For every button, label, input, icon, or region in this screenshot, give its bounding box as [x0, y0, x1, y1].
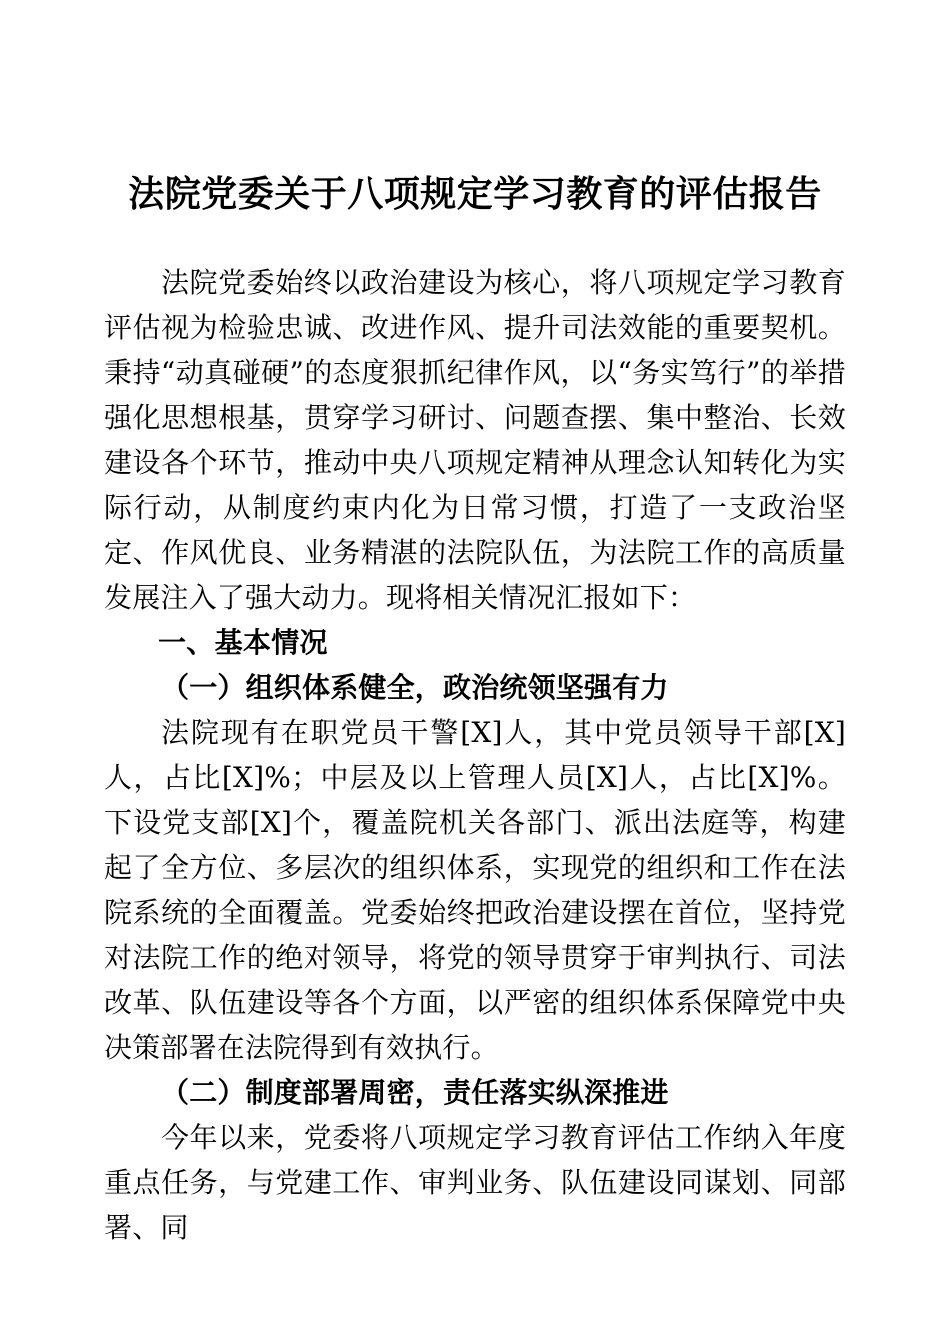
subsection-heading-one-1: （一）组织体系健全，政治统领坚强有力: [161, 671, 669, 704]
title-spacer: [0, 216, 950, 266]
document-body: [104, 260, 846, 1250]
page-title: 法院党委关于八项规定学习教育的评估报告: [128, 173, 822, 214]
subsection-one-2-body: 今年以来，党委将八项规定学习教育评估工作纳入年度重点任务，与党建工作、审判业务、队伍建设同谋划、同部署、同: [104, 1121, 846, 1244]
subsection-heading-one-2: （二）制度部署周密，责任落实纵深推进: [161, 1076, 669, 1109]
section-heading-one: 一、基本情况: [158, 627, 328, 658]
subsection-one-1-body: 法院现有在职党员干警[X]人，其中党员领导干部[X]人，占比[X]%；中层及以上管理人员[X]人，占比[X]%。下设党支部[X]个，覆盖院机关各部门、派出法庭等，构建起了全方位、多层次的组织体系，实现党的组织和工作在法院系统的全面覆盖。党委始终把政治建设摆在首位，坚持党对法院工作的绝对领导，将党的领导贯穿于审判执行、司法改革、队伍建设等各个方面，以严密的组织体系保障党中央决策部署在法院得到有效执行。: [104, 716, 846, 1064]
intro-paragraph: 法院党委始终以政治建设为核心，将八项规定学习教育评估视为检验忠诚、改进作风、提升司法效能的重要契机。秉持“动真碰硬”的态度狠抓纪律作风，以“务实笃行”的举措强化思想根基，贯穿学习研讨、问题查摆、集中整治、长效建设各个环节，推动中央八项规定精神从理念认知转化为实际行动，从制度约束内化为日常习惯，打造了一支政治坚定、作风优良、业务精湛的法院队伍，为法院工作的高质量发展注入了强大动力。现将相关情况汇报如下：: [104, 266, 846, 614]
